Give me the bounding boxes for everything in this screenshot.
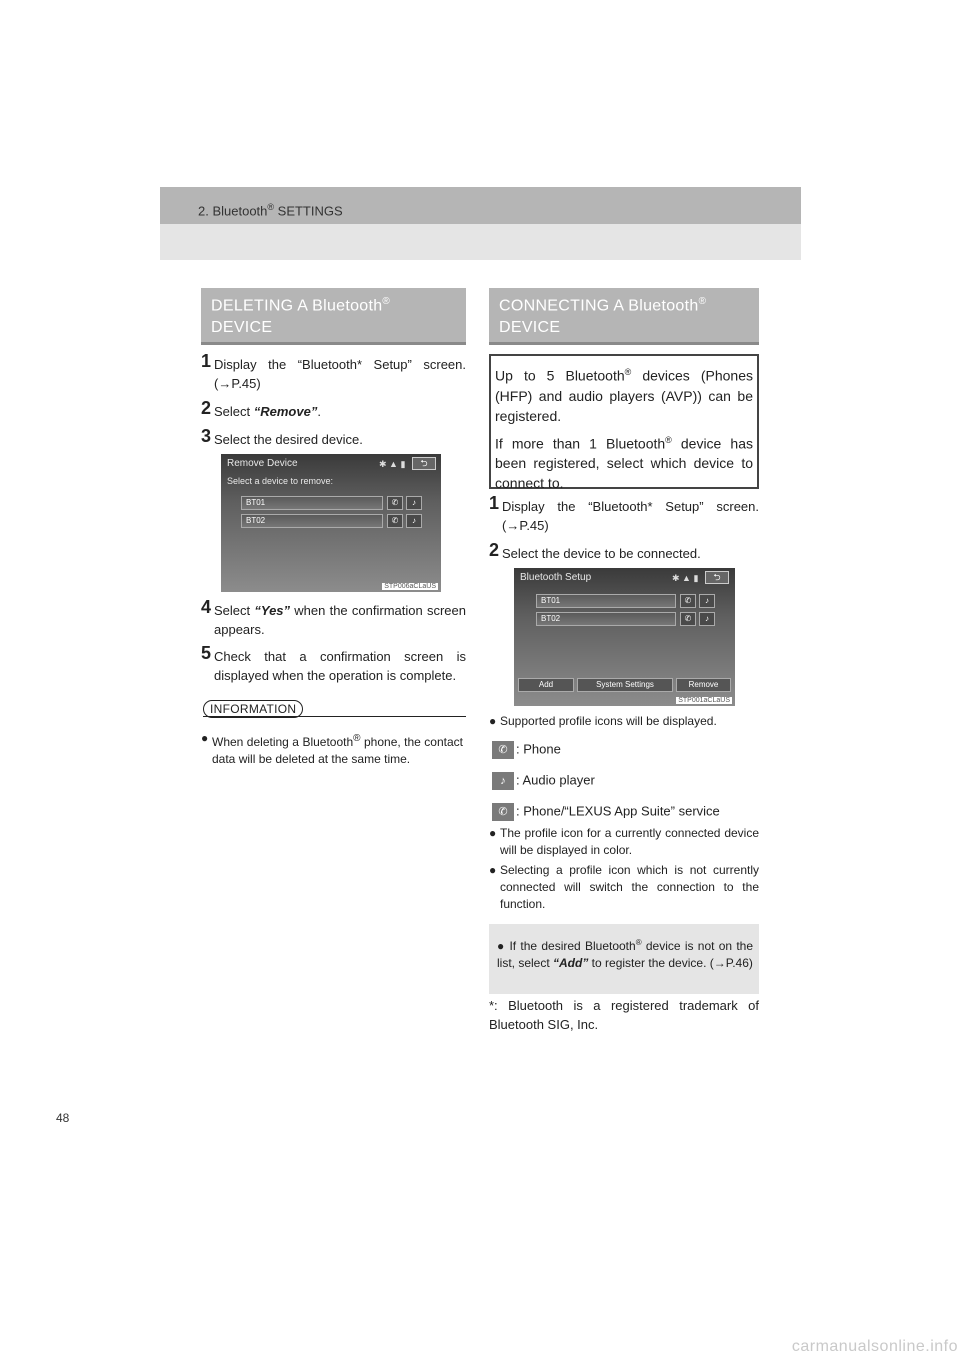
status-icons: ✱ ▲ ▮: [379, 459, 406, 469]
device-row-bt02[interactable]: BT02: [241, 514, 383, 528]
audio-player-legend: ♪ : Audio player: [492, 772, 595, 790]
back-button[interactable]: ⮌: [705, 571, 729, 584]
delete-step-3: 3 Select the desired device.: [201, 426, 363, 447]
phone-app-suite-icon: ✆: [492, 803, 514, 821]
audio-player-icon[interactable]: ♪: [406, 514, 422, 528]
app-suite-legend: ✆ : Phone/“LEXUS App Suite” service: [492, 803, 720, 821]
section-label: 2. Bluetooth® SETTINGS: [198, 202, 343, 219]
phone-icon: ✆: [492, 741, 514, 759]
deleting-device-heading: DELETING A Bluetooth® DEVICE: [201, 288, 466, 342]
info-bullet: ● When deleting a Bluetooth® phone, the contact data will be deleted at the same time.: [201, 731, 463, 766]
bullet-icon: ●: [497, 939, 506, 953]
delete-step-5: 5 Check that a confirmation screen is displayed when the operation is complete.: [201, 643, 466, 683]
device-row-bt02[interactable]: BT02: [536, 612, 676, 626]
bullet-icon: ●: [489, 863, 497, 877]
music-note-icon: ♪: [492, 772, 514, 790]
header-band: [160, 187, 801, 260]
intro-paragraph-1: Up to 5 Bluetooth® devices (Phones (HFP) and audio players (AVP)) can be registered.: [495, 367, 753, 424]
status-icons: ✱ ▲ ▮: [672, 573, 699, 583]
audio-player-icon[interactable]: ♪: [699, 612, 715, 626]
delete-step-1: 1 Display the “Bluetooth* Setup” screen. (→P.45): [201, 351, 466, 391]
bullet-icon: ●: [489, 714, 497, 728]
screen-title: Bluetooth Setup: [520, 572, 592, 583]
switch-connection-bullet: ● Selecting a profile icon which is not currently connected will switch the connection to the function.: [489, 863, 759, 911]
back-button[interactable]: ⮌: [412, 457, 436, 470]
audio-player-icon[interactable]: ♪: [406, 496, 422, 510]
system-settings-button[interactable]: System Settings: [577, 678, 673, 692]
remove-device-screenshot: [221, 454, 441, 592]
connect-step-2: 2 Select the device to be connected.: [489, 540, 701, 561]
image-caption: STP001aCLaUS: [678, 697, 730, 704]
information-label: INFORMATION: [203, 700, 303, 718]
device-row-bt01[interactable]: BT01: [241, 496, 383, 510]
delete-step-2: 2 Select “Remove”.: [201, 398, 321, 419]
connecting-device-heading: CONNECTING A Bluetooth® DEVICE: [489, 288, 759, 342]
phone-icon[interactable]: ✆: [680, 612, 696, 626]
audio-player-icon[interactable]: ♪: [699, 594, 715, 608]
trademark-footnote: *: Bluetooth is a registered trademark of Bluetooth SIG, Inc.: [489, 998, 759, 1032]
bullet-icon: ●: [201, 731, 209, 745]
device-row-bt01[interactable]: BT01: [536, 594, 676, 608]
header-bar: [160, 187, 801, 224]
screen-subtitle: Select a device to remove:: [227, 476, 334, 486]
add-device-note: ● If the desired Bluetooth® device is not on the list, select “Add” to register the device. (→P.46): [489, 924, 759, 994]
phone-icon[interactable]: ✆: [680, 594, 696, 608]
connected-color-bullet: ● The profile icon for a currently connected device will be displayed in color.: [489, 826, 759, 857]
bluetooth-setup-screenshot: [514, 568, 735, 706]
intro-box: [489, 354, 759, 492]
screen-title: Remove Device: [227, 458, 298, 469]
bullet-icon: ●: [489, 826, 497, 840]
image-caption: STP006aCLaUS: [384, 583, 436, 590]
intro-paragraph-2: If more than 1 Bluetooth® device has been registered, select which device to connect to.: [495, 434, 753, 492]
page-number: 48: [56, 1111, 70, 1125]
add-button[interactable]: Add: [518, 678, 574, 692]
connect-step-1: 1 Display the “Bluetooth* Setup” screen. (→P.45): [489, 493, 759, 533]
profile-icons-bullet: ● Supported profile icons will be displayed.: [489, 714, 717, 728]
phone-icon[interactable]: ✆: [387, 514, 403, 528]
information-divider: [203, 716, 466, 717]
delete-step-4: 4 Select “Yes” when the confirmation screen appears.: [201, 597, 466, 637]
remove-button[interactable]: Remove: [676, 678, 731, 692]
phone-legend: ✆ : Phone: [492, 741, 561, 759]
phone-icon[interactable]: ✆: [387, 496, 403, 510]
watermark: carmanualsonline.info: [791, 1338, 958, 1355]
